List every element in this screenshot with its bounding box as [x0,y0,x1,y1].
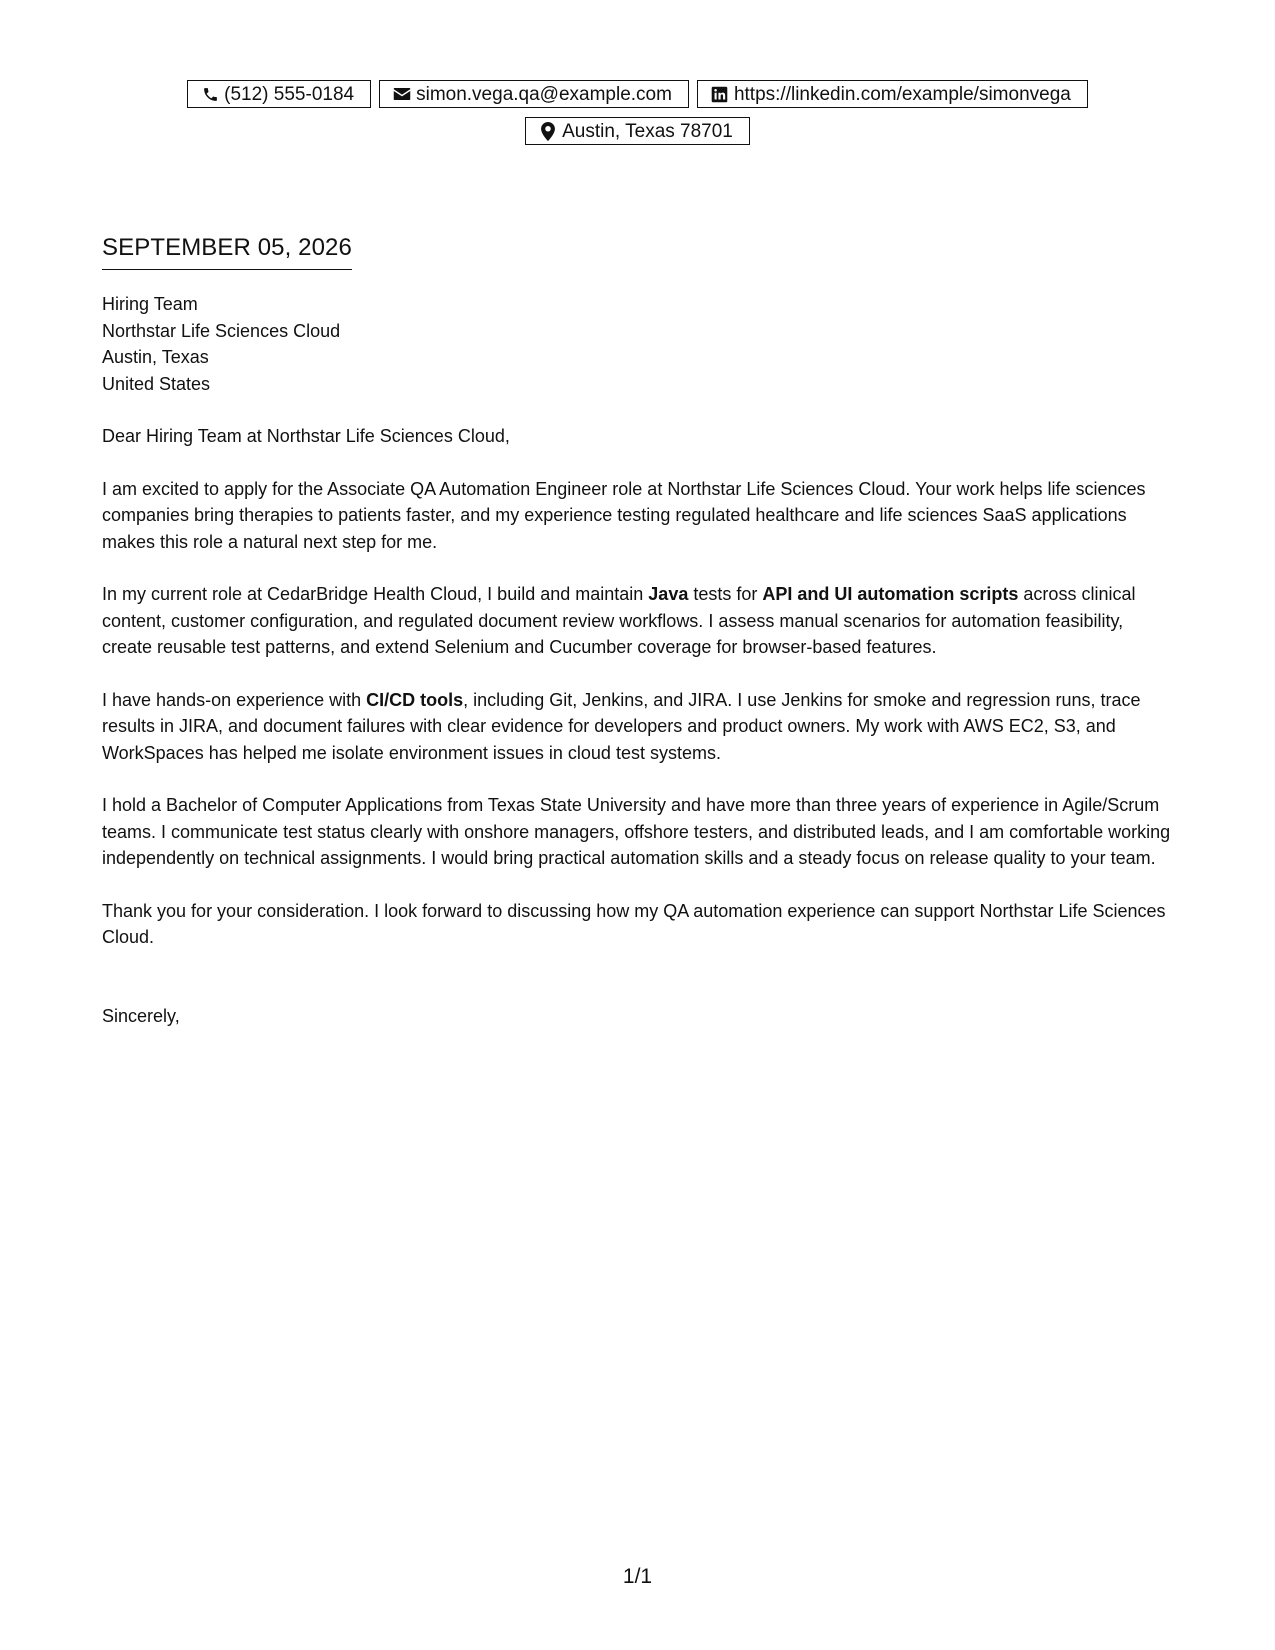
keyword-java: Java [648,584,689,604]
recipient-line: Northstar Life Sciences Cloud [102,320,341,341]
recipient-line: United States [102,373,211,394]
paragraph-tools [102,687,1177,767]
paragraph-thanks: Thank you for your consideration. I look forward to discussing how my QA automation experience can support Northstar Life Sciences Cloud. [102,900,1166,947]
paragraph-text: In my current role at CedarBridge Health Cloud, I build and maintain [102,584,649,604]
closing: Sincerely, [102,1005,180,1026]
phone-chip[interactable] [187,80,371,108]
salutation: Dear Hiring Team at Northstar Life Sciences Cloud, [102,426,510,446]
letter-body [102,291,1177,1055]
email-text: simon.vega.qa@example.com [416,83,672,105]
letter-date: SEPTEMBER 05, 2026 [102,234,352,270]
map-marker-icon [539,122,557,140]
contact-row-secondary [0,117,1275,145]
linkedin-chip[interactable] [697,80,1088,108]
email-chip[interactable] [379,80,689,108]
paragraph-text: tests for [688,584,763,604]
paragraph-education: I hold a Bachelor of Computer Applications from Texas State University and have more than three years of experience in Agile/Scrum teams. I communicate test status clearly with onshore managers, offshore testers, and distributed leads, and I am comfortable working independently on technical assignments. I would bring practical automation skills and a steady focus on release quality to your team. [102,795,1171,868]
keyword-cicd-tools: CI/CD tools [366,689,464,710]
linkedin-icon [711,85,729,103]
phone-icon [201,85,219,103]
recipient-address [102,291,1177,397]
linkedin-text: https://linkedin.com/example/simonvega [733,83,1071,105]
page-number: 1/1 [622,1565,653,1588]
paragraph-text: I have hands-on experience with [102,689,367,710]
location-chip [525,117,750,145]
paragraph-current-role [102,581,1177,661]
location-text: Austin, Texas 78701 [562,120,733,142]
paragraph-intro: I am excited to apply for the Associate QA Automation Engineer role at Northstar Life Sciences Cloud. Your work helps life sciences companies bring therapies to patients faster, and my experience testing regulated healthcare and life sciences SaaS applications makes this role a natural next step for me. [102,478,1146,552]
paragraph-text: across clinical content, customer configuration, and regulated document review workflows. I assess manual scenarios for automation feasibility, create reusable test patterns, and extend Selenium and Cucumber coverage for browser-based features. [102,584,1136,657]
paragraph-text: , including Git, Jenkins, and JIRA. I use Jenkins for smoke and regression runs, trace results in JIRA, and document failures with clear evidence for developers and product owners. My work with AWS EC2, S3, and WorkSpaces has helped me isolate environment issues in cloud test systems. [102,689,1141,763]
keyword-automation-scripts: API and UI automation scripts [762,584,1019,604]
contact-row-primary [0,80,1275,108]
envelope-icon [393,85,411,103]
phone-text: (512) 555-0184 [224,83,355,105]
recipient-line: Austin, Texas [102,347,209,367]
recipient-line: Hiring Team [102,294,198,314]
